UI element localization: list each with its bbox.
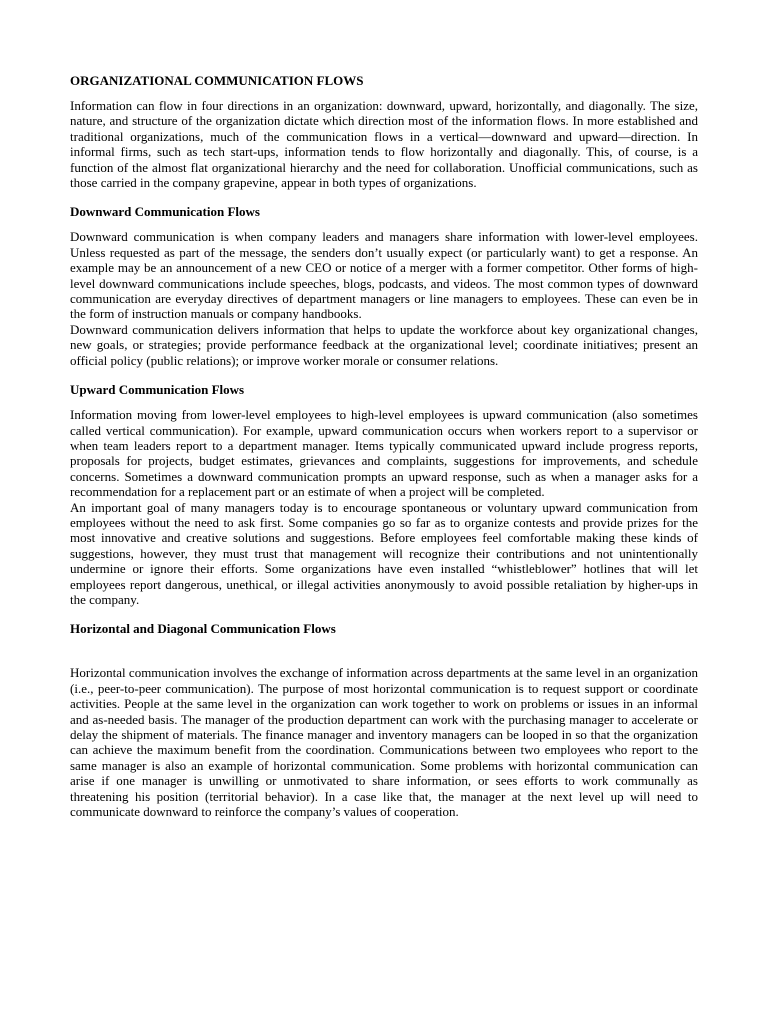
document-title: ORGANIZATIONAL COMMUNICATION FLOWS: [70, 73, 364, 88]
upward-paragraph-1: Information moving from lower-level employees to high-level employees is upward communication (also sometimes called vertical communication). For example, upward communication occurs when workers report to a supervisor or when team leaders report to a department manager. Items typically communicated upward include progress reports, proposals for projects, budget estimates, grievances and complaints, suggestions for improvements, and schedule concerns. Sometimes a downward communication prompts an upward response, such as when a manager asks for a recommendation for a replacement part or an estimate of when a project will be completed.: [70, 407, 698, 500]
downward-paragraph-2: Downward communication delivers information that helps to update the workforce about key organizational changes, new goals, or strategies; provide performance feedback at the organizational level; coordinate initiatives; present an official policy (public relations); or improve worker morale or consumer relations.: [70, 321, 698, 368]
downward-paragraph-1: Downward communication is when company leaders and managers share information with lower-level employees. Unless requested as part of the message, the senders don’t usually expect (or particularly want) to get a response. An example may be an announcement of a new CEO or notice of a merger with a former competitor. Other forms of high-level downward communications include speeches, blogs, podcasts, and videos. The most common types of downward communication are everyday directives of department managers or line managers to employees. These can even be in the form of instruction manuals or company handbooks.: [70, 229, 698, 322]
section-heading-horizontal-diagonal: Horizontal and Diagonal Communication Flows: [70, 621, 336, 637]
document-page: [70, 73, 698, 819]
section-heading-upward: Upward Communication Flows: [70, 382, 245, 398]
horizontal-paragraph-1: Horizontal communication involves the exchange of information across departments at the same level in an organization (i.e., peer-to-peer communication). The purpose of most horizontal communication is to request support or coordinate activities. People at the same level in the organization can work together to work on problems or issues in an informal and as-needed basis. The manager of the production department can work with the purchasing manager to accelerate or delay the shipment of materials. The finance manager and inventory managers can be looped in so that the organization can achieve the maximum benefit from the coordination. Communications between two employees who report to the same manager is also an example of horizontal communication. Some problems with horizontal communication can arise if one manager is unwilling or unmotivated to share information, or sees efforts to work communally as threatening his position (territorial behavior). In a case like that, the manager at the next level up will need to communicate downward to reinforce the company’s values of cooperation.: [70, 665, 698, 820]
upward-paragraph-2: An important goal of many managers today is to encourage spontaneous or voluntary upward communication from employees without the need to ask first. Some companies go so far as to organize contests and provide prizes for the most innovative and creative solutions and suggestions. Before employees feel comfortable making these kinds of suggestions, however, they must trust that management will recognize their contributions and not unintentionally undermine or ignore their efforts. Some organizations have even installed “whistleblower” hotlines that will let employees report dangerous, unethical, or illegal activities anonymously to avoid possible retaliation by higher-ups in the company.: [70, 499, 698, 607]
section-heading-downward: Downward Communication Flows: [70, 204, 260, 220]
intro-paragraph: Information can flow in four directions in an organization: downward, upward, horizontally, and diagonally. The size, nature, and structure of the organization dictate which direction most of the information flows. In more established and traditional organizations, much of the communication flows in a vertical—downward and upward—direction. In informal firms, such as tech start-ups, information tends to flow horizontally and diagonally. This, of course, is a function of the almost flat organizational hierarchy and the need for collaboration. Unofficial communications, such as those carried in the company grapevine, appear in both types of organizations.: [70, 98, 698, 191]
